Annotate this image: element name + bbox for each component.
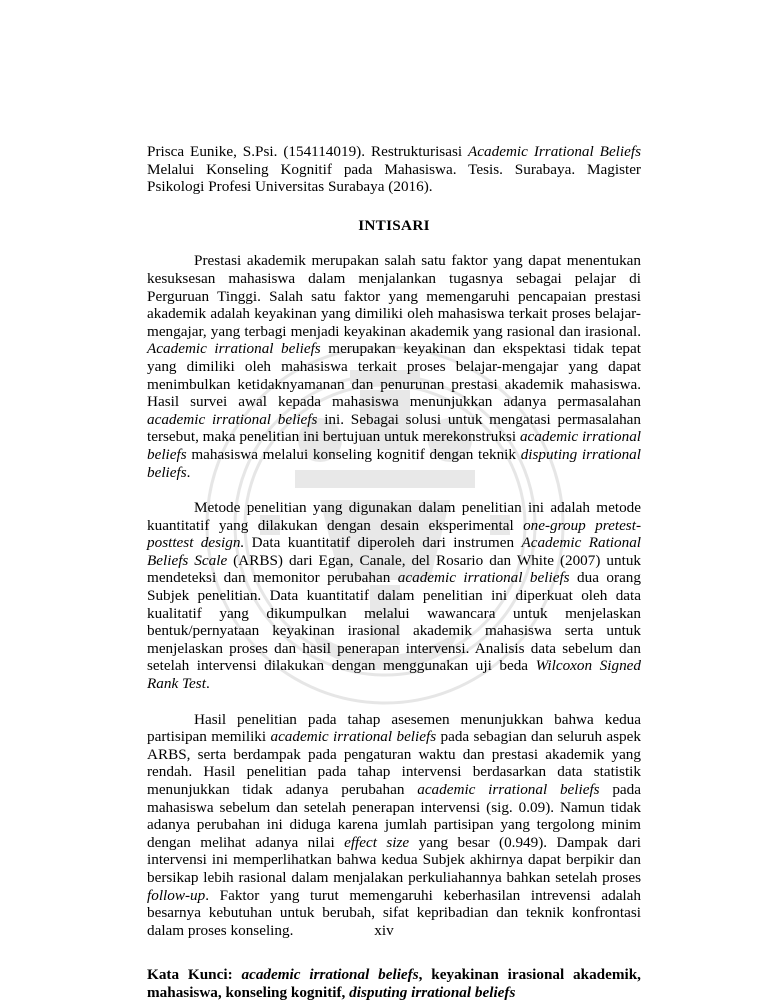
citation-text: Prisca Eunike, S.Psi. (154114019). Restrukturisasi — [147, 143, 469, 160]
paragraph-3: Hasil penelitian pada tahap asesemen menunjukkan bahwa kedua partisipan memiliki academic irrational beliefs pada sebagian dan seluruh aspek ARBS, serta berdampak pada pengaturan waktu dan prestasi akademik yang rendah. Hasil penelitian pada tahap intervensi berdasarkan data statistik menunjukkan tidak adanya perubahan academic irrational beliefs pada mahasiswa sebelum dan setelah penerapan intervensi (sig. 0.09). Namun tidak adanya perubahan ini diduga karena jumlah partisipan yang tergolong minim dengan melihat adanya nilai effect size yang besar (0.949). Dampak dari intervensi ini memperlihatkan bahwa kedua Subjek akhirnya dapat berpikir dan bersikap lebih rasional dalam menjalakan perkuliahannya bahkan setelah proses follow-up. Faktor yang turut memengaruhi keberhasilan intrevensi adalah besarnya kebutuhan untuk berubah, sifat kepribadian dan teknik konfrontasi dalam proses konseling. — [147, 710, 642, 939]
citation — [147, 143, 641, 196]
citation-text-rest: Melalui Konseling Kognitif pada Mahasiswa. Tesis. Surabaya. Magister Psikologi Profesi Universitas Surabaya (2016). — [147, 160, 641, 196]
keywords-label: Kata Kunci: — [147, 966, 242, 984]
document-body — [147, 143, 641, 1002]
page-title: INTISARI — [358, 216, 430, 234]
paragraph-1: Prestasi akademik merupakan salah satu faktor yang dapat menentukan kesuksesan mahasiswa dalam menjalankan tugasnya sebagai pelajar di Perguruan Tinggi. Salah satu faktor yang memengaruhi pencapaian prestasi akademik adalah keyakinan yang dimiliki oleh mahasiswa terkait proses belajar-mengajar, yang terbagi menjadi keyakinan akademik yang rasional dan irasional. Academic irrational beliefs merupakan keyakinan dan ekspektasi tidak tepat yang dimiliki oleh mahasiswa terkait proses belajar-mengajar yang dapat menimbulkan ketidaknyamanan dan penurunan prestasi akademik mahasiswa. Hasil survei awal kepada mahasiswa menunjukkan adanya permasalahan academic irrational beliefs ini. Sebagai solusi untuk mengatasi permasalahan tersebut, maka penelitian ini bertujuan untuk merekonstruksi academic irrational beliefs mahasiswa melalui konseling kognitif dengan teknik disputing irrational beliefs. — [147, 252, 642, 481]
paragraph-2: Metode penelitian yang digunakan dalam penelitian ini adalah metode kuantitatif yang dilakukan dengan desain eksperimental one-group pretest-posttest design. Data kuantitatif diperoleh dari instrumen Academic Rational Beliefs Scale (ARBS) dari Egan, Canale, del Rosario dan White (2007) untuk mendeteksi dan memonitor perubahan academic irrational beliefs dua orang Subjek penelitian. Data kuantitatif dalam penelitian ini diperkuat oleh data kualitatif yang dikumpulkan melalui wawancara untuk menjelaskan bentuk/pernyataan keyakinan irasional akademik mahasiswa serta untuk menjelaskan proses dan hasil penerapan intervensi. Analisis data sebelum dan setelah intervensi dilakukan dengan menggunakan uji beda Wilcoxon Signed Rank Test. — [147, 499, 642, 693]
page-number: xiv — [374, 922, 394, 939]
citation-title-italic: Academic Irrational Beliefs — [468, 143, 641, 160]
keywords: Kata Kunci: academic irrational beliefs, keyakinan irasional akademik, mahasiswa, konseling kognitif, disputing irrational beliefs — [147, 966, 641, 1001]
